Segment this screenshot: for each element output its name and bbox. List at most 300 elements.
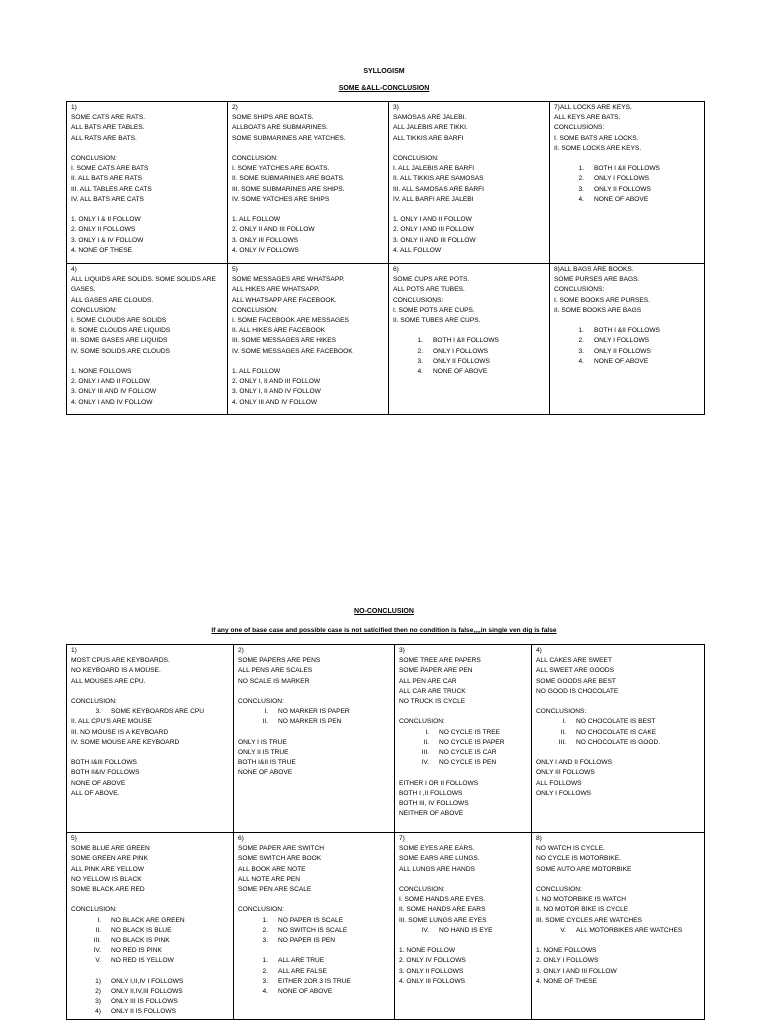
text-line: ALL RATS ARE BATS. <box>71 134 137 142</box>
blank-line <box>399 768 527 778</box>
text-line: I. SOME HANDS ARE EYES. <box>399 896 486 904</box>
numbered-option <box>393 347 545 357</box>
option-text: EITHER 2OR 3 IS TRUE <box>278 977 351 985</box>
text-line: SOME PAPER ARE PEN <box>399 667 473 675</box>
text-line: CONCLUSION: <box>232 155 278 162</box>
text-line: 2) <box>232 104 238 111</box>
blank-line <box>71 357 223 367</box>
text-line: II. SOME HANDS ARE EARS <box>399 906 486 914</box>
question-cell-4 <box>67 264 228 415</box>
text-line: 3. ONLY I & IV FOLLOW <box>71 236 144 244</box>
text-line: CONCLUSION: <box>71 698 117 705</box>
option-number: 4. <box>417 368 423 376</box>
text-line: SOME SHIPS ARE BOATS. <box>232 114 314 122</box>
numbered-option <box>393 336 545 346</box>
no-conclusion-cell-2 <box>234 645 395 833</box>
text-line: ONLY I AND II FOLLOWS <box>536 759 612 767</box>
option-number: V. <box>95 957 101 965</box>
text-line: I. SOME YATCHES ARE BOATS. <box>232 165 330 173</box>
text-line: II. SOME SUBMARINES ARE BOATS. <box>232 175 345 183</box>
text-line: 8) <box>536 835 542 842</box>
option-number: 4. <box>578 195 584 203</box>
text-line: I. SOME CLOUDS ARE SOLIDS <box>71 317 167 325</box>
text-line: II. SOME TUBES ARE CUPS. <box>393 317 481 325</box>
option-text: ONLY II FOLLOWS <box>594 347 651 355</box>
blank-line <box>554 316 700 326</box>
page-title: SYLLOGISM <box>363 68 405 75</box>
numbered-option <box>554 357 700 367</box>
text-line: ONLY I FOLLOWS <box>536 789 592 797</box>
question-cell-1 <box>67 102 228 264</box>
text-line: ALL TIKKIS ARE BARFI <box>393 134 464 142</box>
text-line: III. SOME MESSAGES ARE HIKES <box>232 337 337 345</box>
option-text: ONLY II,IV,III FOLLOWS <box>111 988 183 996</box>
numbered-option <box>71 997 229 1007</box>
text-line: ALL BOOK ARE NOTE <box>238 865 306 873</box>
numbered-option <box>71 987 229 997</box>
option-number: 2. <box>262 926 268 934</box>
option-text: BOTH I &II FOLLOWS <box>594 327 660 335</box>
text-line: CONCLUSION: <box>399 718 445 726</box>
text-line: SOME MESSAGES ARE WHATSAPP. <box>232 276 345 284</box>
text-line: II. ALL CPU'S ARE MOUSE <box>71 718 152 726</box>
blank-line <box>238 946 390 956</box>
text-line: ALL LUNGS ARE HANDS <box>399 865 475 873</box>
option-text: ONLY II FOLLOWS <box>433 357 490 365</box>
text-line: ALL JALEBIS ARE TIKKI. <box>393 124 468 132</box>
section2-heading: NO-CONCLUSION <box>354 608 414 615</box>
blank-line <box>232 357 384 367</box>
text-line: CONCLUSION: <box>399 886 445 893</box>
numbered-option <box>238 956 390 966</box>
text-line: 7)ALL LOCKS ARE KEYS. <box>554 104 632 111</box>
blank-line <box>238 687 390 697</box>
option-number: III. <box>421 749 429 757</box>
text-line: NO YELLOW IS BLACK <box>71 875 142 883</box>
option-text: NO CYCLE IS TREE <box>439 728 501 736</box>
text-line: SOME PEN ARE SCALE <box>238 886 312 894</box>
text-line: ALL LIQUIDS ARE SOLIDS. SOME SOLIDS ARE <box>71 276 216 284</box>
text-line: 1. ONLY I AND II FOLLOW <box>393 216 472 224</box>
numbered-option <box>71 1007 229 1017</box>
option-number: 3. <box>417 357 423 365</box>
text-line: ALL FOLLOWS <box>536 779 582 787</box>
option-text: ONLY I FOLLOWS <box>433 347 489 355</box>
numbered-option <box>554 326 700 336</box>
text-line: 3. ONLY I, II AND IV FOLLOW <box>232 388 321 396</box>
option-text: NO CYCLE IS PAPER <box>439 738 505 746</box>
text-line: II. ALL TIKKIS ARE SAMOSAS <box>393 175 484 183</box>
blank-line <box>554 154 700 164</box>
numbered-option <box>399 728 527 738</box>
text-line: NO GOOD IS CHOCOLATE <box>536 687 619 695</box>
text-line: NO CYCLE IS MOTORBIKE. <box>536 855 621 863</box>
option-number: IV. <box>93 947 101 955</box>
text-line: 4) <box>71 266 77 273</box>
text-line: IV. ALL BARFI ARE JALEBI <box>393 195 474 203</box>
option-number: 3. <box>578 185 584 193</box>
text-line: IV. SOME SOLIDS ARE CLOUDS <box>71 347 171 355</box>
numbered-option <box>536 728 700 738</box>
option-text: NO PAPER IS PEN <box>278 937 336 945</box>
option-number: 1. <box>578 327 584 335</box>
text-line: 7) <box>399 835 405 842</box>
text-line: 2. ONLY IV FOLLOWS <box>399 957 466 965</box>
text-line: NEITHER OF ABOVE <box>399 810 464 818</box>
numbered-option <box>238 967 390 977</box>
text-line: SOME EARS ARE LUNGS. <box>399 855 480 863</box>
text-line: 6) <box>393 266 399 273</box>
option-number: V. <box>560 926 566 934</box>
text-line: SOME CATS ARE RATS. <box>71 114 146 122</box>
numbered-option <box>71 926 229 936</box>
text-line: I. SOME POTS ARE CUPS. <box>393 306 475 314</box>
no-conclusion-cell-3 <box>395 645 532 833</box>
numbered-option <box>71 946 229 956</box>
no-conclusion-cell-5 <box>67 833 234 1020</box>
option-number: III. <box>558 738 566 746</box>
text-line: EITHER I OR II FOLLOWS <box>399 779 479 787</box>
text-line: BOTH I&II IS TRUE <box>238 759 296 767</box>
text-line: BOTH I ,II FOLLOWS <box>399 789 463 797</box>
text-line: 1. ONLY I & II FOLLOW <box>71 216 141 224</box>
question-cell-6 <box>389 264 550 415</box>
text-line: 1. ALL FOLLOW <box>232 368 281 376</box>
blank-line <box>238 895 390 905</box>
numbered-option <box>238 916 390 926</box>
numbered-option <box>238 707 390 717</box>
text-line: III. NO MOUSE IS A KEYBOARD <box>71 728 169 736</box>
text-line: IV. SOME MOUSE ARE KEYBOARD <box>71 738 180 746</box>
numbered-option <box>399 758 527 768</box>
numbered-option <box>71 956 229 966</box>
text-line: 6) <box>238 835 244 842</box>
text-line: II. NO MOTOR BIKE IS CYCLE <box>536 906 629 914</box>
text-line: 4. ONLY III FOLLOWS <box>399 977 466 985</box>
text-line: 4) <box>536 647 542 654</box>
numbered-option <box>554 185 700 195</box>
text-line: SOME BLUE ARE GREEN <box>71 845 150 853</box>
numbered-option <box>399 748 527 758</box>
blank-line <box>71 748 229 758</box>
option-number: 2) <box>95 988 101 996</box>
text-line: SOME SUBMARINES ARE YATCHES. <box>232 134 346 142</box>
text-line: 2) <box>238 647 244 654</box>
option-number: 2. <box>578 175 584 183</box>
no-conclusion-cell-4 <box>532 645 705 833</box>
text-line: SOME PURSES ARE BAGS. <box>554 276 640 284</box>
text-line: NO KEYBOARD IS A MOUSE. <box>71 667 161 675</box>
option-text: NO CHOCOLATE IS CAKE <box>576 728 657 736</box>
option-number: 3. <box>262 937 268 945</box>
blank-line <box>536 936 700 946</box>
text-line: NO WATCH IS CYCLE. <box>536 845 605 853</box>
text-line: 4. ONLY IV FOLLOWS <box>232 246 299 254</box>
text-line: 5) <box>232 266 238 273</box>
option-text: NO PAPER IS SCALE <box>278 916 344 924</box>
numbered-option <box>238 936 390 946</box>
numbered-option <box>554 195 700 205</box>
text-line: SAMOSAS ARE JALEBI. <box>393 114 467 122</box>
text-line: ALL PEN ARE CAR <box>399 677 457 685</box>
blank-line <box>238 728 390 738</box>
option-text: NO MARKER IS PEN <box>278 718 342 726</box>
numbered-option <box>536 717 700 727</box>
text-line: SOME SWITCH ARE BOOK <box>238 855 322 863</box>
text-line: II. SOME CLOUDS ARE LIQUIDS <box>71 327 171 335</box>
blank-line <box>71 967 229 977</box>
text-line: 4. ALL FOLLOW <box>393 246 442 254</box>
text-line: I. SOME BATS ARE LOCKS. <box>554 134 639 142</box>
option-number: 3. <box>95 708 101 716</box>
numbered-option <box>238 977 390 987</box>
option-number: II. <box>423 738 429 746</box>
option-text: ALL MOTORBIKES ARE WATCHES <box>576 926 683 934</box>
option-text: NONE OF ABOVE <box>594 357 649 365</box>
option-text: NO CHOCOLATE IS GOOD. <box>576 738 661 746</box>
text-line: 5) <box>71 835 77 842</box>
blank-line <box>232 205 384 215</box>
text-line: SOME PAPER ARE SWITCH <box>238 845 324 853</box>
option-number: 1. <box>262 957 268 965</box>
option-number: III. <box>93 937 101 945</box>
option-number: 3. <box>578 347 584 355</box>
option-text: NONE OF ABOVE <box>278 988 333 996</box>
text-line: 3. ONLY II AND III FOLLOW <box>393 236 476 244</box>
text-line: MOST CPUS ARE KEYBOARDS. <box>71 657 170 665</box>
numbered-option <box>393 357 545 367</box>
text-line: ALL SWEET ARE GOODS <box>536 667 615 675</box>
question-cell-7 <box>550 102 705 264</box>
text-line: CONCLUSION: <box>232 306 278 314</box>
text-line: BOTH III, IV FOLLOWS <box>399 800 469 808</box>
option-number: II. <box>262 718 268 726</box>
text-line: III. SOME GASES ARE LIQUIDS <box>71 337 168 345</box>
blank-line <box>71 205 223 215</box>
option-text: NO HAND IS EYE <box>439 926 493 934</box>
text-line: 2. ONLY I AND III FOLLOW <box>393 226 474 234</box>
text-line: SOME EYES ARE EARS. <box>399 845 475 853</box>
question-cell-2 <box>228 102 389 264</box>
option-text: ALL ARE FALSE <box>278 967 327 975</box>
text-line: 3. ONLY III FOLLOWS <box>232 236 299 244</box>
no-conclusion-cell-7 <box>395 833 532 1020</box>
option-text: ALL ARE TRUE <box>278 957 325 965</box>
no-conclusion-cell-1 <box>67 645 234 833</box>
blank-line <box>71 144 223 154</box>
text-line: ALL MOUSES ARE CPU. <box>71 677 146 685</box>
option-number: 2. <box>578 337 584 345</box>
numbered-option <box>399 926 527 936</box>
numbered-option <box>399 738 527 748</box>
option-number: 3) <box>95 998 101 1006</box>
text-line: ONLY I IS TRUE <box>238 738 287 746</box>
text-line: III. ALL TABLES ARE CATS <box>71 185 152 193</box>
text-line: 3. ONLY III AND IV FOLLOW <box>71 388 157 396</box>
option-number: I. <box>264 708 268 716</box>
blank-line <box>393 144 545 154</box>
text-line: 2. ONLY I FOLLOWS <box>536 957 599 965</box>
text-line: NONE OF ABOVE <box>238 769 293 777</box>
text-line: ALL HIKES ARE WHATSAPP. <box>232 286 320 294</box>
text-line: ALL PENS ARE SCALES <box>238 667 313 675</box>
numbered-option <box>238 987 390 997</box>
text-line: 3. ONLY II FOLLOWS <box>399 967 464 975</box>
text-line: CONCLUSIONS: <box>393 296 444 304</box>
blank-line <box>399 936 527 946</box>
text-line: I. SOME CATS ARE BATS <box>71 165 149 173</box>
text-line: 2. ONLY I AND II FOLLOW <box>71 378 150 386</box>
text-line: 8)ALL BAGS ARE BOOKS. <box>554 266 634 273</box>
text-line: ALL NOTE ARE PEN <box>238 875 301 883</box>
option-text: NO BLACK ARE GREEN <box>111 916 185 924</box>
text-line: CONCLUSION: <box>536 886 582 893</box>
text-line: III. SOME SUBMARINES ARE SHIPS. <box>232 185 345 193</box>
numbered-option <box>536 926 700 936</box>
text-line: III. SOME CYCLES ARE WATCHES <box>536 916 642 924</box>
blank-line <box>232 144 384 154</box>
option-text: SOME KEYBOARDS ARE CPU <box>111 708 205 716</box>
text-line: ALL BATS ARE TABLES. <box>71 124 145 132</box>
text-line: CONCLUSIONS: <box>554 124 605 132</box>
option-text: NONE OF ABOVE <box>433 368 488 376</box>
numbered-option <box>71 977 229 987</box>
option-number: I. <box>562 718 566 726</box>
text-line: ALLBOATS ARE SUBMARINES. <box>232 124 328 132</box>
text-line: 4. ONLY I AND IV FOLLOW <box>71 398 153 406</box>
text-line: ALL GASES ARE CLOUDS. <box>71 296 154 304</box>
question-cell-8 <box>550 264 705 415</box>
section1-table <box>66 101 705 415</box>
question-cell-3 <box>389 102 550 264</box>
section1-heading: SOME &ALL-CONCLUSION <box>338 85 430 92</box>
text-line: CONCLUSION: <box>393 155 439 162</box>
option-text: NO MARKER IS PAPER <box>278 708 350 716</box>
text-line: 2. ONLY II FOLLOWS <box>71 226 136 234</box>
text-line: 1) <box>71 104 77 111</box>
text-line: 2. ONLY II AND III FOLLOW <box>232 226 315 234</box>
option-text: ONLY III IS FOLLOWS <box>111 998 178 1006</box>
numbered-option <box>71 936 229 946</box>
text-line: ALL OF ABOVE. <box>71 789 120 797</box>
text-line: 1. NONE FOLLOWS <box>536 947 597 955</box>
text-line: 1) <box>71 647 77 654</box>
option-text: NO BLACK IS BLUE <box>111 926 172 934</box>
text-line: CONCLUSIONS: <box>554 286 605 294</box>
text-line: I. SOME FACEBOOK ARE MESSAGES <box>232 317 349 325</box>
option-text: NO RED IS PINK <box>111 947 162 955</box>
blank-line <box>536 875 700 885</box>
option-text: NO SWITCH IS SCALE <box>278 926 348 934</box>
text-line: II. SOME LOCKS ARE KEYS. <box>554 144 642 152</box>
option-text: NONE OF ABOVE <box>594 195 649 203</box>
numbered-option <box>238 926 390 936</box>
text-line: 3) <box>399 647 405 654</box>
text-line: SOME TREE ARE PAPERS <box>399 657 481 665</box>
text-line: IV. SOME YATCHES ARE SHIPS <box>232 195 330 203</box>
text-line: 1. NONE FOLLOW <box>399 947 456 955</box>
option-number: II. <box>560 728 566 736</box>
text-line: SOME PAPERS ARE PENS <box>238 657 321 665</box>
numbered-option <box>393 367 545 377</box>
text-line: 3) <box>393 104 399 111</box>
text-line: 1. ALL FOLLOW <box>232 216 281 224</box>
option-text: BOTH I &II FOLLOWS <box>594 165 660 173</box>
text-line: I. NO MOTORBIKE IS WATCH <box>536 896 626 904</box>
blank-line <box>71 895 229 905</box>
text-line: SOME GOODS ARE BEST <box>536 677 616 685</box>
text-line: III. SOME LUNGS ARE EYES <box>399 916 487 924</box>
option-number: IV. <box>421 926 429 934</box>
blank-line <box>393 205 545 215</box>
text-line: CONCLUSION: <box>71 306 117 314</box>
text-line: II. ALL BATS ARE RATS <box>71 175 142 183</box>
option-text: ONLY I,II,IV I FOLLOWS <box>111 977 184 985</box>
numbered-option <box>554 347 700 357</box>
text-line: SOME CUPS ARE POTS. <box>393 276 470 284</box>
option-number: 1. <box>262 916 268 924</box>
text-line: NO SCALE IS MARKER <box>238 677 310 685</box>
text-line: CONCLUSION: <box>71 906 117 914</box>
numbered-option <box>554 336 700 346</box>
option-number: II. <box>95 926 101 934</box>
text-line: I. SOME BOOKS ARE PURSES. <box>554 296 651 304</box>
option-number: 3. <box>262 977 268 985</box>
option-number: 4. <box>578 357 584 365</box>
option-number: 1. <box>578 165 584 173</box>
blank-line <box>399 875 527 885</box>
option-text: ONLY II IS FOLLOWS <box>111 1008 176 1016</box>
blank-line <box>399 707 527 717</box>
option-number: 1. <box>417 337 423 345</box>
text-line: ALL CAR ARE TRUCK <box>399 687 466 695</box>
question-cell-5 <box>228 264 389 415</box>
text-line: 3. ONLY I AND III FOLLOW <box>536 967 617 975</box>
text-line: I. ALL JALEBIS ARE BARFI <box>393 165 475 173</box>
text-line: IV. SOME MESSAGES ARE FACEBOOK <box>232 347 353 355</box>
section2-table <box>66 644 705 1020</box>
option-number: 2. <box>262 967 268 975</box>
option-number: I. <box>97 916 101 924</box>
option-number: IV. <box>421 759 429 767</box>
option-number: 4. <box>262 988 268 996</box>
numbered-option <box>71 916 229 926</box>
option-text: NO CHOCOLATE IS BEST <box>576 718 656 726</box>
no-conclusion-cell-6 <box>234 833 395 1020</box>
option-text: ONLY II FOLLOWS <box>594 185 651 193</box>
text-line: ALL WHATSAPP ARE FACEBOOK. <box>232 296 337 304</box>
option-number: 4) <box>95 1008 101 1016</box>
text-line: IV. ALL BATS ARE CATS <box>71 195 144 203</box>
blank-line <box>536 748 700 758</box>
numbered-option <box>554 164 700 174</box>
text-line: SOME AUTO ARE MOTORBIKE <box>536 865 632 873</box>
text-line: 2. ONLY I, II AND III FOLLOW <box>232 378 321 386</box>
blank-line <box>393 326 545 336</box>
blank-line <box>71 687 229 697</box>
text-line: GASES. <box>71 286 96 294</box>
text-line: 4. ONLY III AND IV FOLLOW <box>232 398 318 406</box>
text-line: II. SOME BOOKS ARE BAGS <box>554 306 642 314</box>
text-line: SOME GREEN ARE PINK <box>71 855 148 863</box>
text-line: 1. NONE FOLLOWS <box>71 368 132 376</box>
text-line: CONCLUSION: <box>238 906 284 914</box>
text-line: CONCLUSION: <box>238 698 284 705</box>
option-number: 2. <box>417 347 423 355</box>
section2-note: If any one of base case and possible case is not saticified then no condition is false,,,,in single ven dig is false <box>211 627 557 634</box>
text-line: 4. NONE OF THESE <box>71 246 133 254</box>
numbered-option <box>238 717 390 727</box>
